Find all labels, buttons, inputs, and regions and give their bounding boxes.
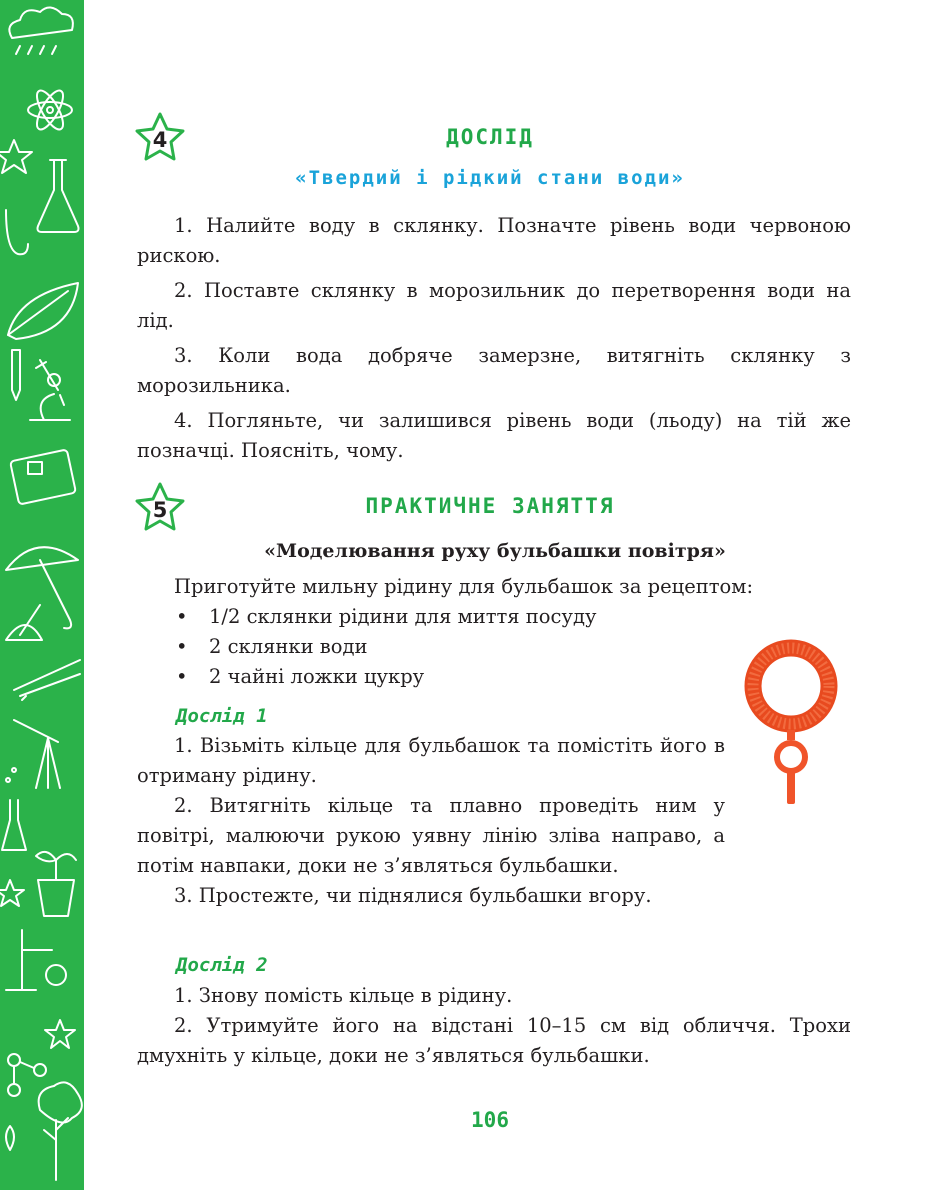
drop-icon: [6, 1126, 14, 1150]
experiment-steps: [137, 211, 851, 466]
experiment-subtitle: «Твердий і рідкий стани води»: [295, 167, 685, 189]
exp2-step-1: 1. Знову помість кільце в рідину.: [174, 984, 513, 1007]
step-4: 4. Погляньте, чи залишився рівень води (льоду) на тій же позначці. Поясніть, чому.: [137, 409, 851, 462]
pencil-icon: [12, 350, 20, 400]
bullet-dot: •: [176, 665, 188, 688]
leaf-icon: [8, 283, 78, 339]
molecule-icon: [8, 1054, 46, 1096]
exp1-step-3: 3. Простежте, чи піднялися бульбашки вгору.: [174, 884, 652, 907]
ruler-protractor-icon: [6, 605, 42, 640]
telescope-icon: [14, 720, 60, 788]
star-small-icon: [0, 880, 24, 906]
practice-number: 5: [152, 497, 168, 522]
bubble-wand-icon: [753, 648, 829, 804]
plant-pot-icon: [36, 852, 76, 916]
book-icon: [10, 449, 76, 504]
microscope-icon: [30, 360, 70, 420]
practice-subtitle: «Моделювання руху бульбашки повітря»: [264, 540, 726, 562]
experiment2-steps: [137, 981, 851, 1071]
step-2: 2. Поставте склянку в морозильник до перетворення води на лід.: [137, 279, 851, 332]
comet-icon: [14, 660, 80, 700]
bullet-dot: •: [176, 605, 188, 628]
experiment1-steps: [137, 731, 725, 911]
page-number: 106: [471, 1108, 509, 1132]
experiment2-heading: Дослід 2: [176, 954, 268, 976]
experiment-title: ДОСЛІД: [446, 125, 534, 149]
flask-icon: [38, 160, 79, 232]
step-3: 3. Коли вода добряче замерзне, витягніть склянку з морозильника.: [137, 344, 851, 397]
cloud-rain-icon: [9, 7, 73, 54]
stethoscope-icon: [6, 210, 28, 254]
practice-intro: Приготуйте мильну рідину для бульбашок за рецептом:: [174, 575, 754, 598]
exp2-step-2: 2. Утримуйте його на відстані 10–15 см від обличчя. Трохи дмухніть у кільце, доки не з’являться бульбашки.: [137, 1014, 851, 1067]
exp1-step-1: 1. Візьміть кільце для бульбашок та помістіть його в отриману рідину.: [137, 734, 725, 787]
bubble-wand-image: [743, 630, 863, 814]
decorative-sidebar: [0, 0, 84, 1190]
practice-title: ПРАКТИЧНЕ ЗАНЯТТЯ: [365, 494, 615, 518]
ingredient-2: 2 склянки води: [209, 635, 368, 658]
experiment-number: 4: [152, 127, 168, 152]
tree-icon: [39, 1082, 82, 1180]
experiment1-heading: Дослід 1: [176, 705, 268, 727]
star-outline-icon: [45, 1020, 75, 1048]
beaker-icon: [2, 768, 26, 850]
lab-stand-icon: [6, 930, 66, 990]
star-icon: [0, 140, 32, 173]
ingredient-1: 1/2 склянки рідини для миття посуду: [209, 605, 597, 628]
atom-icon: [28, 87, 72, 133]
bullet-dot: •: [176, 635, 188, 658]
step-1: 1. Налийте воду в склянку. Позначте рівень води червоною рискою.: [137, 214, 851, 267]
ingredient-3: 2 чайні ложки цукру: [209, 665, 425, 688]
exp1-step-2: 2. Витягніть кільце та плавно проведіть ним у повітрі, малюючи рукою уявну лінію зліва направо, а потім навпаки, доки не з’являться бульбашки.: [137, 794, 725, 877]
